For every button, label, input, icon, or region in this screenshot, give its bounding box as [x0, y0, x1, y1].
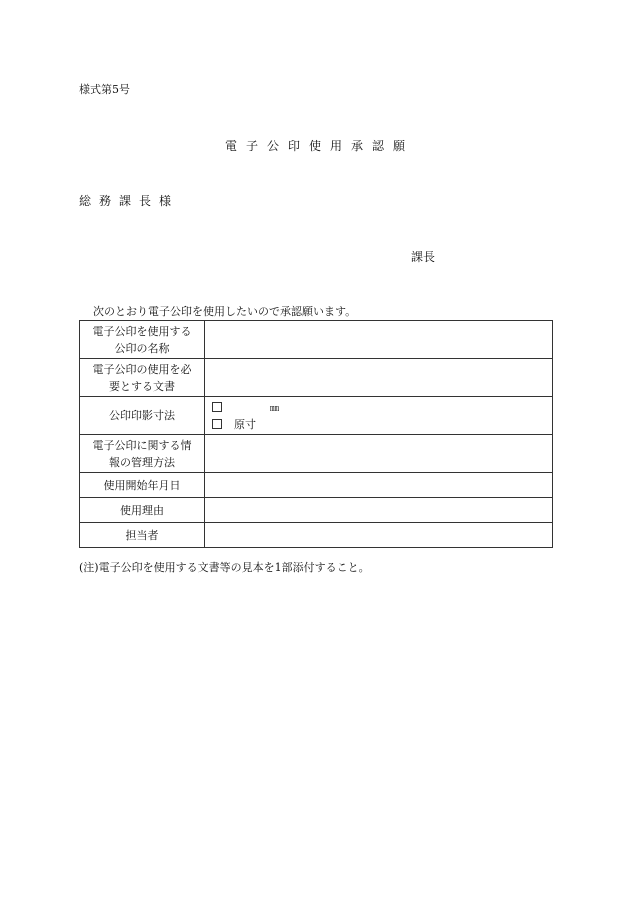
row-seal-name — [80, 321, 553, 359]
checkbox-mm[interactable] — [212, 402, 222, 412]
document-title: 電子公印使用承認願 — [224, 139, 414, 153]
value-reason[interactable] — [205, 498, 553, 523]
value-seal-name[interactable] — [205, 321, 553, 359]
row-seal-size — [80, 397, 553, 435]
label-person-in-charge: 担当者 — [80, 523, 205, 548]
checkbox-actual-size[interactable] — [212, 419, 222, 429]
label-line: 要とする文書 — [109, 379, 175, 393]
label-start-date: 使用開始年月日 — [80, 473, 205, 498]
label-line: 電子公印の使用を必 — [92, 362, 192, 376]
value-seal-size — [205, 397, 553, 435]
size-option-actual — [212, 416, 552, 433]
label-seal-name — [80, 321, 205, 359]
label-reason: 使用理由 — [80, 498, 205, 523]
label-line: 報の管理方法 — [109, 455, 175, 469]
size-option-mm — [212, 399, 552, 416]
form-number: 様式第5号 — [79, 83, 130, 96]
actual-size-label: 原寸 — [234, 418, 256, 431]
row-person-in-charge — [80, 523, 553, 548]
value-start-date[interactable] — [205, 473, 553, 498]
intro-text: 次のとおり電子公印を使用したいので承認願います。 — [93, 305, 357, 318]
application-form-table — [79, 320, 553, 548]
row-target-document — [80, 359, 553, 397]
row-reason — [80, 498, 553, 523]
label-line: 公印の名称 — [114, 341, 170, 355]
value-target-document[interactable] — [205, 359, 553, 397]
label-line: 電子公印に関する情 — [92, 438, 192, 452]
addressee: 総務課長様 — [79, 194, 180, 208]
footnote: (注)電子公印を使用する文書等の見本を1部添付すること。 — [79, 561, 370, 574]
row-info-management — [80, 435, 553, 473]
label-target-document — [80, 359, 205, 397]
value-info-management[interactable] — [205, 435, 553, 473]
row-start-date — [80, 473, 553, 498]
label-seal-size: 公印印影寸法 — [80, 397, 205, 435]
label-line: 電子公印を使用する — [92, 324, 192, 338]
mm-unit: ㎜ — [270, 403, 280, 414]
applicant-title: 課長 — [411, 250, 436, 264]
label-info-management — [80, 435, 205, 473]
value-person-in-charge[interactable] — [205, 523, 553, 548]
